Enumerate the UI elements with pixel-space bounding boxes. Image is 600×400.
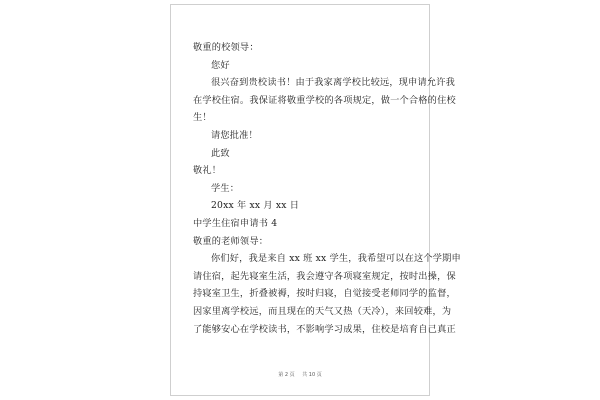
page-number: 第 2 页 <box>278 372 295 378</box>
salutation-line: 敬重的校领导： <box>193 42 259 53</box>
page-total: 共 10 页 <box>302 372 322 378</box>
signature-line: 学生： <box>211 182 240 194</box>
paragraph-line: 持寝室卫生，折叠被褥，按时归寝，自觉接受老师同学的监督， <box>193 288 456 300</box>
paragraph-line: 了能够安心在学校读书，不影响学习成果，住校是培育自己真正 <box>193 323 456 335</box>
section-title: 中学生住宿申请书 4 <box>193 217 278 229</box>
request-line: 请您批准！ <box>211 129 258 141</box>
document-body <box>193 39 461 338</box>
paragraph-line: 生！ <box>193 112 212 124</box>
paragraph-line: 在学校住宿。我保证将敬重学校的各项规定，做一个合格的住校 <box>193 94 456 106</box>
paragraph-line: 很兴奋到贵校读书！由于我家离学校比较远，现申请允许我 <box>211 77 456 89</box>
paragraph-line: 因家里离学校远，而且现在的天气又热（天冷），来回较难，为 <box>193 305 452 317</box>
closing-line: 此致 <box>211 147 230 159</box>
closing-line: 敬礼！ <box>193 165 222 177</box>
paragraph-line: 你们好，我是来自 xx 班 xx 学生，我希望可以在这个学期申 <box>211 253 461 265</box>
paragraph-line: 请住宿，起先寝室生活，我会遵守各项寝室规定，按时出操，保 <box>193 270 456 282</box>
document-page <box>170 4 461 396</box>
greeting-line: 您好 <box>211 59 230 71</box>
salutation-line: 敬重的老师领导： <box>193 235 269 247</box>
date-line: 20xx 年 xx 月 xx 日 <box>211 200 300 212</box>
page-footer <box>171 371 429 378</box>
